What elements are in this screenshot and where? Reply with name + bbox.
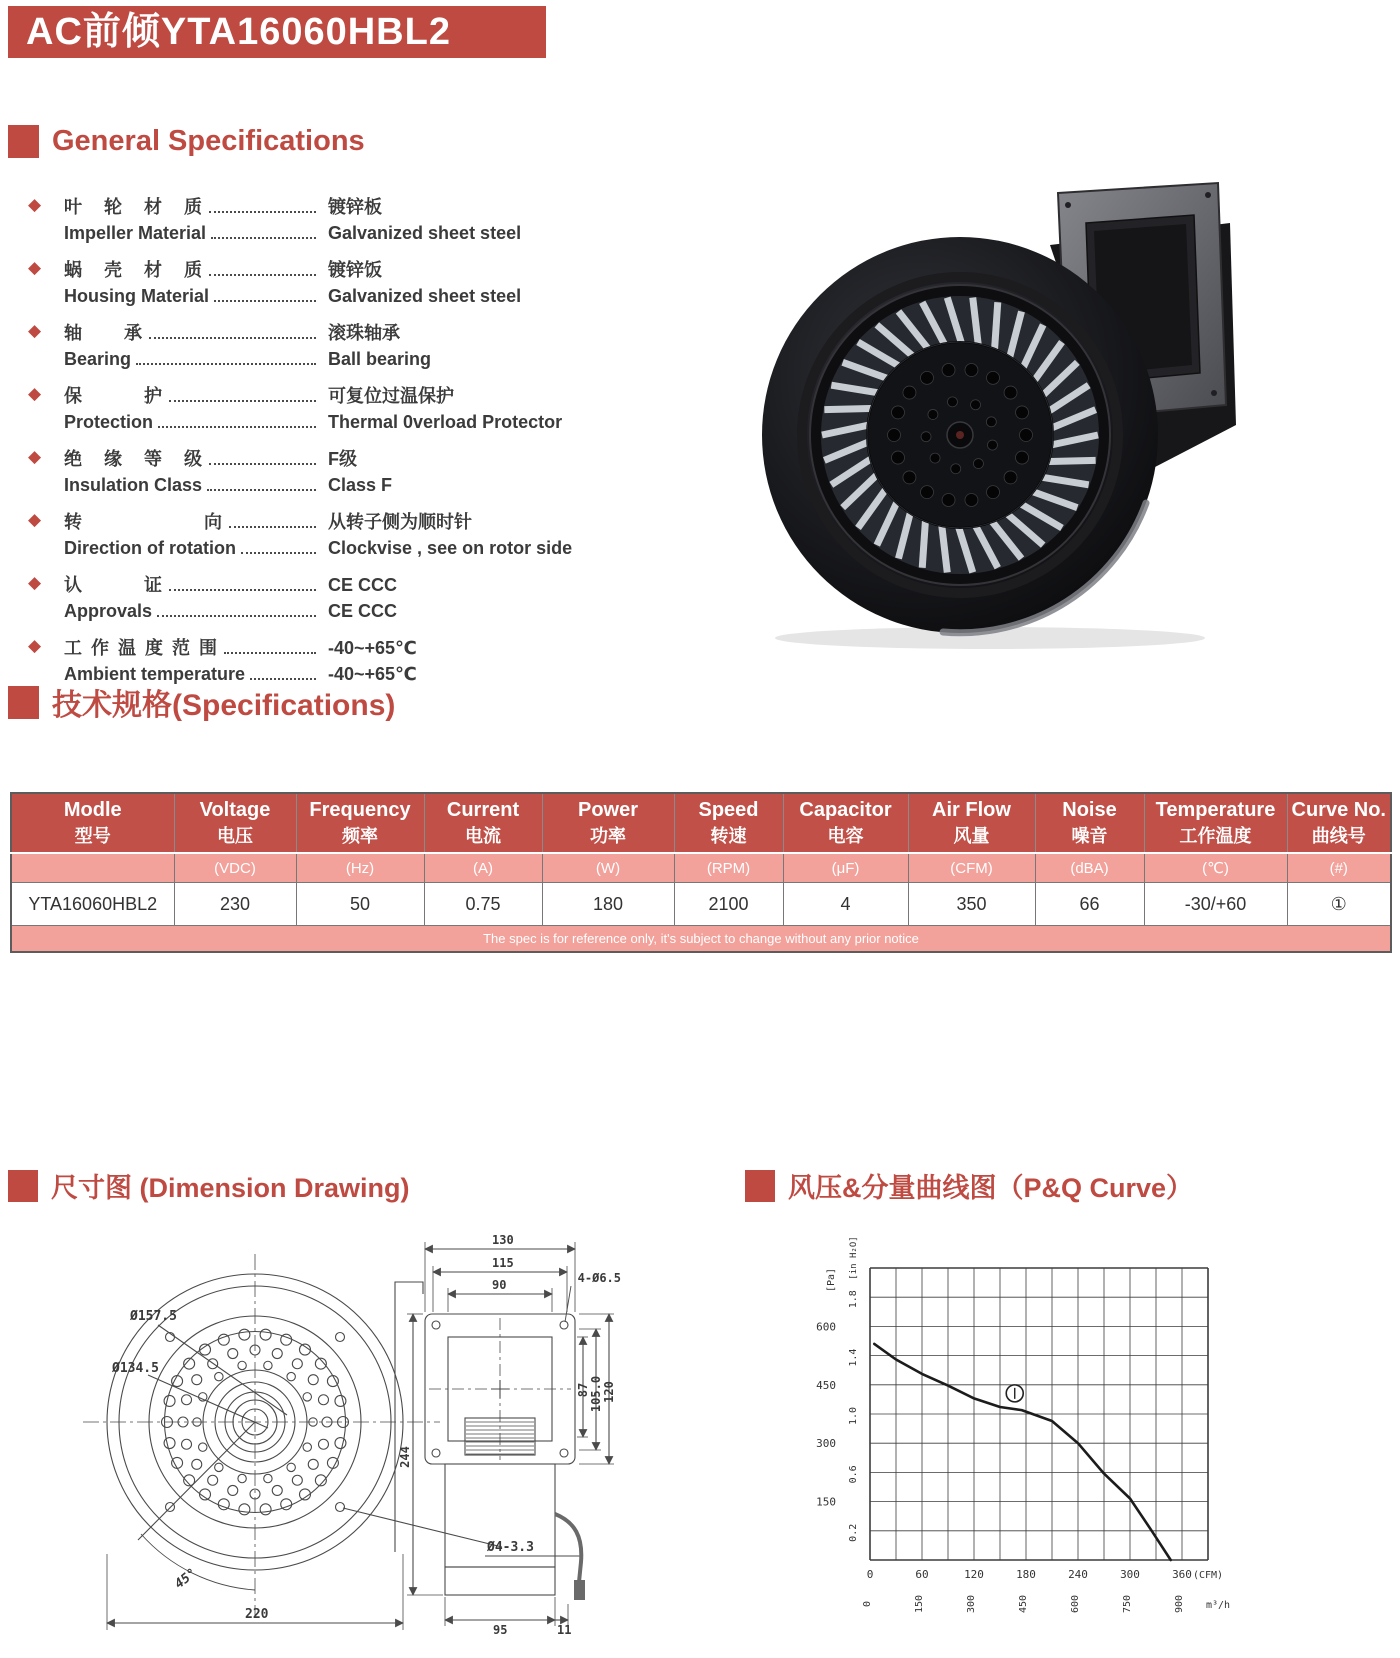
spec-value-cn: 可复位过温保护 — [328, 386, 454, 406]
table-units-row — [11, 853, 1391, 883]
svg-text:87: 87 — [576, 1382, 590, 1398]
spec-item — [28, 383, 668, 435]
diamond-icon: ◆ — [28, 258, 42, 277]
col-header: Noise 噪音 — [1035, 793, 1144, 853]
svg-text:1.0: 1.0 — [848, 1406, 859, 1426]
col-header: Modle 型号 — [11, 793, 174, 853]
spec-item — [28, 446, 668, 498]
dot-leader — [169, 400, 316, 402]
data-cell: 4 — [783, 883, 908, 926]
svg-text:11: 11 — [557, 1623, 572, 1637]
svg-text:4-Ø6.5: 4-Ø6.5 — [577, 1271, 621, 1285]
spec-label-en: Approvals — [64, 601, 153, 621]
svg-text:60: 60 — [915, 1568, 929, 1581]
table-note-row — [11, 926, 1391, 953]
svg-text:220: 220 — [245, 1607, 269, 1622]
svg-text:360: 360 — [1172, 1568, 1192, 1581]
spec-value-en: Clockvise , see on rotor side — [328, 538, 573, 558]
dot-leader — [158, 426, 316, 428]
spec-value-cn: 镀锌饭 — [328, 260, 382, 280]
spec-label-cn: 叶 轮 材 质 — [64, 197, 204, 217]
svg-text:450: 450 — [816, 1378, 836, 1392]
section-title: 尺寸图 (Dimension Drawing) — [51, 1173, 410, 1203]
spec-value-en: Galvanized sheet steel — [328, 286, 522, 306]
dot-leader — [241, 552, 316, 554]
table-note: The spec is for reference only, it's subject to change without any prior notice — [11, 926, 1391, 953]
svg-text:0.2: 0.2 — [848, 1523, 859, 1542]
svg-text:150: 150 — [816, 1495, 836, 1509]
dot-leader — [157, 615, 316, 617]
data-cell: 66 — [1035, 883, 1144, 926]
page-title: AC前倾YTA16060HBL2 — [8, 6, 546, 58]
spec-value-en: Thermal 0verload Protector — [328, 412, 563, 432]
diamond-icon: ◆ — [28, 195, 42, 214]
specifications-heading — [8, 680, 395, 724]
dot-leader — [209, 211, 316, 213]
diamond-icon: ◆ — [28, 321, 42, 340]
spec-item — [28, 257, 668, 309]
svg-text:150: 150 — [914, 1594, 925, 1614]
unit-cell: (RPM) — [674, 853, 783, 883]
data-cell: 2100 — [674, 883, 783, 926]
dot-leader — [136, 363, 316, 365]
spec-value-en: Galvanized sheet steel — [328, 223, 522, 243]
data-cell: 230 — [174, 883, 296, 926]
spec-item — [28, 572, 668, 624]
svg-text:45°: 45° — [172, 1565, 200, 1593]
spec-label-en: Protection — [64, 412, 154, 432]
diamond-icon: ◆ — [28, 573, 42, 592]
spec-item — [28, 194, 668, 246]
dot-leader — [211, 237, 316, 239]
pq-curve-chart — [790, 1228, 1260, 1643]
dimension-heading — [8, 1166, 410, 1205]
svg-text:0.6: 0.6 — [848, 1465, 859, 1484]
unit-cell: (℃) — [1144, 853, 1287, 883]
svg-text:300: 300 — [816, 1437, 836, 1451]
svg-text:750: 750 — [1122, 1594, 1133, 1614]
dot-leader — [209, 463, 316, 465]
diamond-icon: ◆ — [28, 636, 42, 655]
spec-label-cn: 蜗 壳 材 质 — [64, 260, 204, 280]
spec-label-cn: 绝 缘 等 级 — [64, 449, 204, 469]
svg-text:m³/h: m³/h — [1206, 1600, 1231, 1611]
svg-text:240: 240 — [1068, 1568, 1088, 1581]
col-header: Speed 转速 — [674, 793, 783, 853]
section-square-icon — [745, 1170, 775, 1202]
spec-value-cn: 镀锌板 — [328, 197, 382, 217]
dimension-drawing — [55, 1222, 630, 1652]
section-square-icon — [8, 125, 39, 158]
spec-label-cn: 认 证 — [64, 575, 164, 595]
spec-table — [10, 792, 1392, 953]
front-view-labels — [111, 1309, 534, 1622]
svg-text:120: 120 — [964, 1568, 984, 1581]
spec-label-en: Insulation Class — [64, 475, 203, 495]
diamond-icon: ◆ — [28, 447, 42, 466]
svg-text:Ø4-3.3: Ø4-3.3 — [487, 1540, 534, 1555]
data-cell-model: YTA16060HBL2 — [11, 883, 174, 926]
col-header: Power 功率 — [542, 793, 674, 853]
shaft-dot — [956, 431, 964, 439]
spec-label-en: Impeller Material — [64, 223, 207, 243]
general-spec-list — [28, 194, 668, 698]
section-square-icon — [8, 686, 39, 719]
unit-cell: (dBA) — [1035, 853, 1144, 883]
svg-text:120: 120 — [602, 1381, 616, 1403]
unit-cell: (μF) — [783, 853, 908, 883]
col-header: Frequency 频率 — [296, 793, 424, 853]
col-header: Current 电流 — [424, 793, 542, 853]
svg-text:1.8: 1.8 — [848, 1290, 859, 1309]
spec-value-cn: -40~+65℃ — [328, 638, 417, 658]
data-cell: 180 — [542, 883, 674, 926]
unit-cell: (Hz) — [296, 853, 424, 883]
spec-label-cn: 保 护 — [64, 386, 164, 406]
svg-text:300: 300 — [1120, 1568, 1140, 1581]
table-data-row — [11, 883, 1391, 926]
unit-cell: (CFM) — [908, 853, 1035, 883]
unit-cell: (#) — [1287, 853, 1391, 883]
spec-label-en: Ambient temperature — [64, 664, 246, 684]
table-header-row — [11, 793, 1391, 853]
svg-text:0: 0 — [866, 1568, 874, 1581]
col-header: Voltage 电压 — [174, 793, 296, 853]
col-header: Curve No. 曲线号 — [1287, 793, 1391, 853]
spec-label-en: Direction of rotation — [64, 538, 236, 558]
general-specs-heading — [8, 125, 365, 158]
spec-value-en: Ball bearing — [328, 349, 432, 369]
spec-label-cn: 轴 承 — [64, 323, 144, 343]
spec-value-en: CE CCC — [328, 601, 398, 621]
unit-cell: (W) — [542, 853, 674, 883]
data-cell: 0.75 — [424, 883, 542, 926]
section-title: General Specifications — [52, 125, 365, 157]
diamond-icon: ◆ — [28, 384, 42, 403]
data-cell: 350 — [908, 883, 1035, 926]
svg-text:115: 115 — [492, 1256, 514, 1270]
dot-leader — [229, 526, 316, 528]
svg-text:600: 600 — [816, 1320, 836, 1334]
dot-leader — [224, 652, 316, 654]
spec-value-en: -40~+65℃ — [328, 664, 417, 684]
diamond-icon: ◆ — [28, 510, 42, 529]
spec-value-cn: 从转子侧为顺时针 — [328, 512, 472, 532]
dot-leader — [149, 337, 316, 339]
product-photo-centrifugal-fan — [750, 175, 1330, 655]
spec-label-cn: 转 向 — [64, 512, 224, 532]
unit-cell: (VDC) — [174, 853, 296, 883]
spec-value-cn: F级 — [328, 449, 357, 469]
dot-leader — [207, 489, 316, 491]
svg-text:Ø134.5: Ø134.5 — [112, 1361, 159, 1376]
svg-text:180: 180 — [1016, 1568, 1036, 1581]
col-header: Capacitor 电容 — [783, 793, 908, 853]
section-square-icon — [8, 1170, 38, 1202]
section-title: 技术规格(Specifications) — [52, 689, 396, 722]
spec-label-en: Bearing — [64, 349, 132, 369]
data-cell: 50 — [296, 883, 424, 926]
svg-text:Ø157.5: Ø157.5 — [130, 1309, 177, 1324]
data-cell-curve-no: ① — [1287, 883, 1391, 926]
col-header: Air Flow 风量 — [908, 793, 1035, 853]
svg-text:95: 95 — [493, 1623, 508, 1637]
spec-item — [28, 320, 668, 372]
unit-cell: (A) — [424, 853, 542, 883]
svg-text:600: 600 — [1070, 1594, 1081, 1614]
svg-text:244: 244 — [398, 1446, 412, 1468]
spec-label-en: Housing Material — [64, 286, 210, 306]
unit-cell — [11, 853, 174, 883]
spec-value-cn: CE CCC — [328, 575, 398, 595]
svg-text:[in H₂O]: [in H₂O] — [849, 1236, 859, 1280]
col-header: Temperature 工作温度 — [1144, 793, 1287, 853]
svg-text:1.4: 1.4 — [848, 1348, 859, 1367]
svg-text:(CFM): (CFM) — [1192, 1570, 1224, 1581]
svg-text:130: 130 — [492, 1233, 514, 1247]
spec-value-en: Class F — [328, 475, 393, 495]
spec-value-cn: 滚珠轴承 — [328, 323, 400, 343]
spec-label-cn: 工 作 温 度 范 围 — [64, 638, 220, 658]
pq-heading — [745, 1166, 1193, 1205]
svg-text:450: 450 — [1018, 1594, 1029, 1614]
pq-plot-area — [816, 1236, 1230, 1613]
dot-leader — [214, 300, 316, 302]
svg-text:105.0: 105.0 — [589, 1375, 603, 1413]
svg-text:300: 300 — [966, 1594, 977, 1614]
svg-text:90: 90 — [492, 1278, 507, 1292]
svg-text:[Pa]: [Pa] — [826, 1267, 837, 1293]
svg-text:0: 0 — [862, 1600, 873, 1608]
section-title: 风压&分量曲线图（P&Q Curve） — [788, 1173, 1194, 1203]
spec-item — [28, 509, 668, 561]
dot-leader — [209, 274, 316, 276]
dot-leader — [169, 589, 316, 591]
data-cell: -30/+60 — [1144, 883, 1287, 926]
side-view — [407, 1242, 614, 1626]
svg-text:900: 900 — [1174, 1594, 1185, 1614]
